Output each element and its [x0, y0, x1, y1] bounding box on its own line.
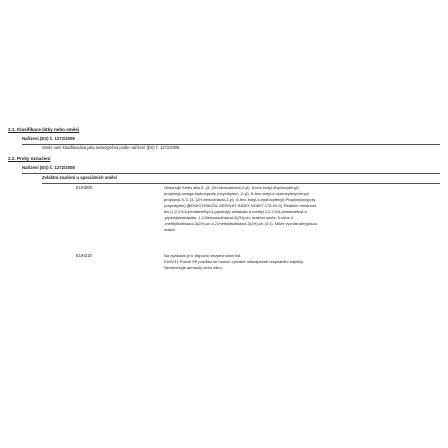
classification-regulation: Nařízení (ES) č. 1272/2008 — [22, 136, 75, 141]
statement-line: -piperidylsebakátu, 1,2-Benzoisothiazol-3(2H)-on, reakční směs: 5-chlor-2 — [164, 215, 294, 220]
statement-line: propionyl-omega-hydroxypoly (oxyethylen) -2-yl) -5-terc-butyl-4-hydroxyfenyl-fenyl) — [164, 191, 309, 196]
statement-line: bis (1,2,2,6,6-pentamethyl-4-piperidyl) sebakátu a methyl 1,2,2,6,6-pentamethyl-4 — [164, 209, 307, 214]
statement-line: Na vyžádání je k dispozici bezpečnostní list. — [164, 253, 242, 258]
statement-line: Obsahuje Směs alfa-3- (3- (2H-benzotriazol-2-yl) -5-terc-butyl-4hydroxyfenyl) — [164, 185, 299, 190]
labelling-heading: 2.2. Prvky označení — [8, 156, 51, 161]
statement-line: Nevdechujte aerosoly nebo mlhu. — [164, 265, 223, 270]
classification-heading: 2.1. Klasifikace látky nebo směsi — [8, 127, 80, 132]
statement-line: EUH211 Pozor! Při postřiku se mohou vytvářet nebezpečné respirabilní kapičky. — [164, 259, 304, 264]
labelling-divider — [22, 173, 440, 174]
statement-line: reakci. — [164, 227, 176, 232]
hazard-code: EUH210 — [76, 253, 92, 258]
special-labelling-divider — [42, 183, 440, 184]
hazard-code: EUH208 — [76, 185, 92, 190]
classification-note: Směs není klasifikována jako nebezpečná podle nařízení (ES) č. 1272/2008. — [42, 145, 181, 150]
statement-line: -methylisothiazol-3(2H)-on a 2-methylisothiazol-3(2H)-on (3:1). Může vyvolat alergickou — [164, 221, 317, 226]
labelling-regulation: Nařízení (ES) č. 1272/2008 — [22, 165, 75, 170]
special-labelling-heading: Zvláštní značení u speciálních směsí — [42, 175, 117, 180]
statement-line: (oxyethylen) [BENZOTRIAZOL-DERIVÁT INDEX NO607-176-00-3]. Reakční hmotnost — [164, 203, 316, 208]
statement-line: propionyl-X-3- (3- (2H-benzotriazol-2-yl) -5-terc-butyl-4-hydroxyfenyl) Propionyloxypoly — [164, 197, 316, 202]
